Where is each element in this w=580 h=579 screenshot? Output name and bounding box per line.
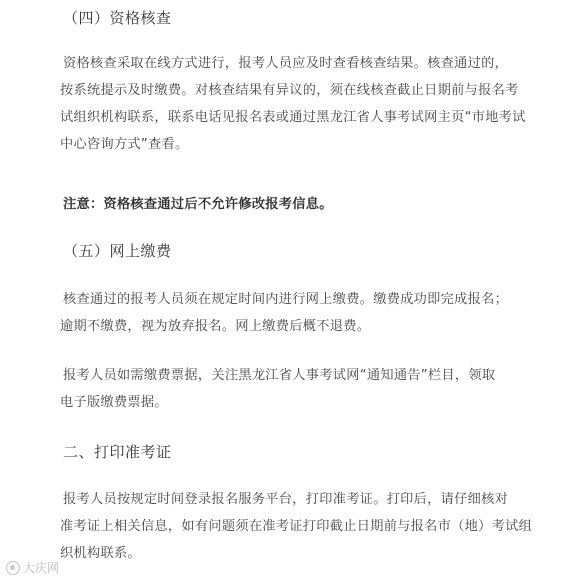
watermark-text: 大庆网 bbox=[23, 561, 60, 575]
paragraph-payment-receipt bbox=[60, 362, 558, 416]
section-heading-print-admission-ticket: 二、打印准考证 bbox=[63, 443, 172, 461]
paragraph-line: 逾期不缴费，视为放弃报名。网上缴费后概不退费。 bbox=[60, 319, 371, 334]
paragraph-line: 资格核查采取在线方式进行，报考人员应及时查看核查结果。核查通过的， bbox=[63, 56, 509, 71]
section-heading-qualification-check: （四）资格核查 bbox=[63, 9, 172, 27]
paragraph-qualification-check bbox=[60, 50, 558, 158]
paragraph-line: 试组织机构联系，联系电话见报名表或通过黑龙江省人事考试网主页“市地考试 bbox=[60, 110, 526, 125]
section-heading-online-payment: （五）网上缴费 bbox=[63, 242, 172, 260]
paragraph-line: 核查通过的报考人员须在规定时间内进行网上缴费。缴费成功即完成报名； bbox=[63, 292, 509, 307]
watermark-logo-icon bbox=[6, 561, 20, 575]
paragraph-online-payment bbox=[60, 286, 558, 340]
paragraph-line: 中心咨询方式”查看。 bbox=[60, 137, 189, 152]
paragraph-line: 织机构联系。 bbox=[60, 546, 141, 561]
note-no-modification: 注意：资格核查通过后不允许修改报考信息。 bbox=[63, 197, 333, 212]
paragraph-line: 报考人员如需缴费票据，关注黑龙江省人事考试网“通知通告”栏目，领取 bbox=[63, 368, 496, 383]
watermark bbox=[6, 559, 59, 576]
paragraph-line: 按系统提示及时缴费。对核查结果有异议的，须在线核查截止日期前与报名考 bbox=[60, 83, 519, 98]
paragraph-line: 电子版缴费票据。 bbox=[60, 395, 168, 410]
paragraph-print-admission-ticket bbox=[60, 486, 558, 567]
paragraph-line: 报考人员按规定时间登录报名服务平台，打印准考证。打印后，请仔细核对 bbox=[63, 492, 509, 507]
paragraph-line: 准考证上相关信息，如有问题须在准考证打印截止日期前与报名市（地）考试组 bbox=[60, 519, 533, 534]
